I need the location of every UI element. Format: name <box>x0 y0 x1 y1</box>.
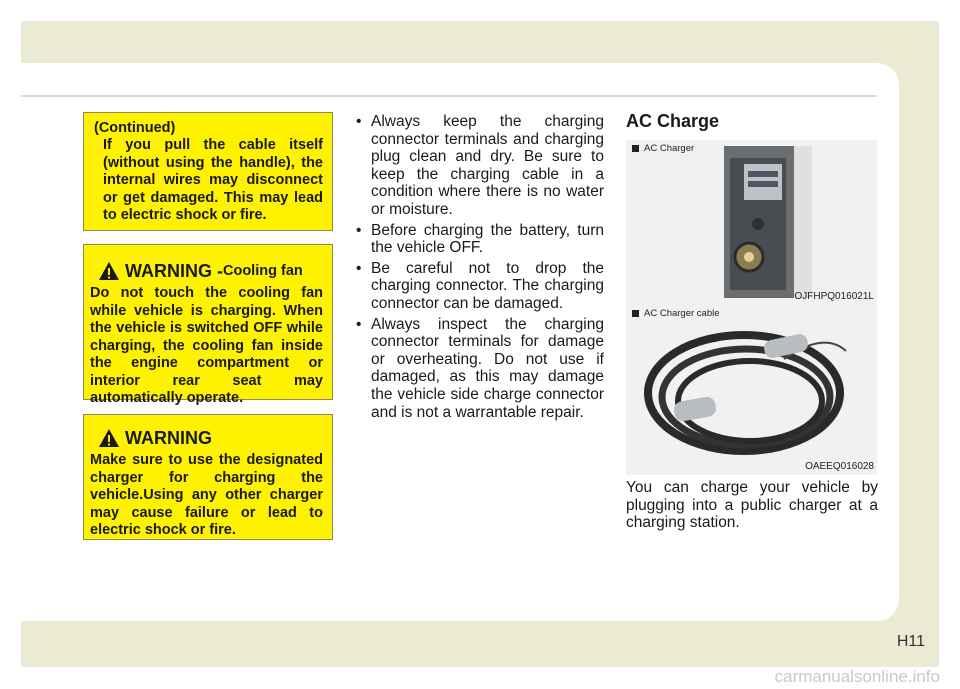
figure-code: OAEEQ016028 <box>805 461 874 472</box>
charger-cable-illustration <box>634 321 874 461</box>
charging-precautions-list <box>354 113 604 424</box>
section-title: AC Charge <box>626 111 720 131</box>
watermark: carmanualsonline.info <box>774 667 940 686</box>
warning-word: WARNING - <box>125 261 223 281</box>
warning-title <box>98 424 323 448</box>
figure-code: OJFHPQ016021L <box>794 291 874 302</box>
figure-label: AC Charger cable <box>632 308 720 319</box>
ac-charger-figure <box>626 140 877 305</box>
ac-charger-cable-figure <box>626 305 877 475</box>
cooling-fan-warning-text: Do not touch the cooling fan while vehicle is charging. When the vehicle is switched OFF while charging, the cooling fan inside the engine compartment or interior rear seat may automatically operate. <box>90 285 323 406</box>
warning-triangle-icon <box>98 428 120 448</box>
header-rule <box>21 95 877 97</box>
warning-subtitle: Cooling fan <box>223 263 303 279</box>
figure-label: AC Charger <box>632 143 694 154</box>
warning-triangle-icon <box>98 261 120 281</box>
list-item: • Always keep the charging connector terminals and charging plug clean and dry. Be sure to keep the charging cable in a condition where there is no water or moisture. <box>354 113 604 219</box>
ac-charge-paragraph: You can charge your vehicle by plugging into a public charger at a charging station. <box>626 479 878 532</box>
list-item: • Be careful not to drop the charging connector. The charging connector can be damaged. <box>354 260 604 313</box>
warning-word: WARNING <box>125 428 212 448</box>
continued-text: If you pull the cable itself (without using the handle), the internal wires may disconnect or get damaged. This may lead to electric shock or fire. <box>103 137 323 223</box>
ac-charger-illustration <box>716 144 816 300</box>
list-item: • Always inspect the charging connector terminals for damage or overheating. Do not use if damaged, as this may damage the vehicle side charge connector and is not a warrantable repair. <box>354 316 604 422</box>
continued-warning-box <box>83 112 333 231</box>
charger-warning-box <box>83 414 333 540</box>
cooling-fan-warning-box <box>83 244 333 406</box>
list-item: • Before charging the battery, turn the vehicle OFF. <box>354 222 604 257</box>
warning-title <box>98 257 323 281</box>
square-bullet-icon <box>632 145 639 152</box>
charger-warning-text: Make sure to use the designated charger for charging the vehicle.Using any other charger may cause failure or lead to electric shock or fire. <box>90 452 323 538</box>
continued-label: (Continued) <box>94 120 176 136</box>
page-number: H11 <box>896 633 925 650</box>
square-bullet-icon <box>632 310 639 317</box>
